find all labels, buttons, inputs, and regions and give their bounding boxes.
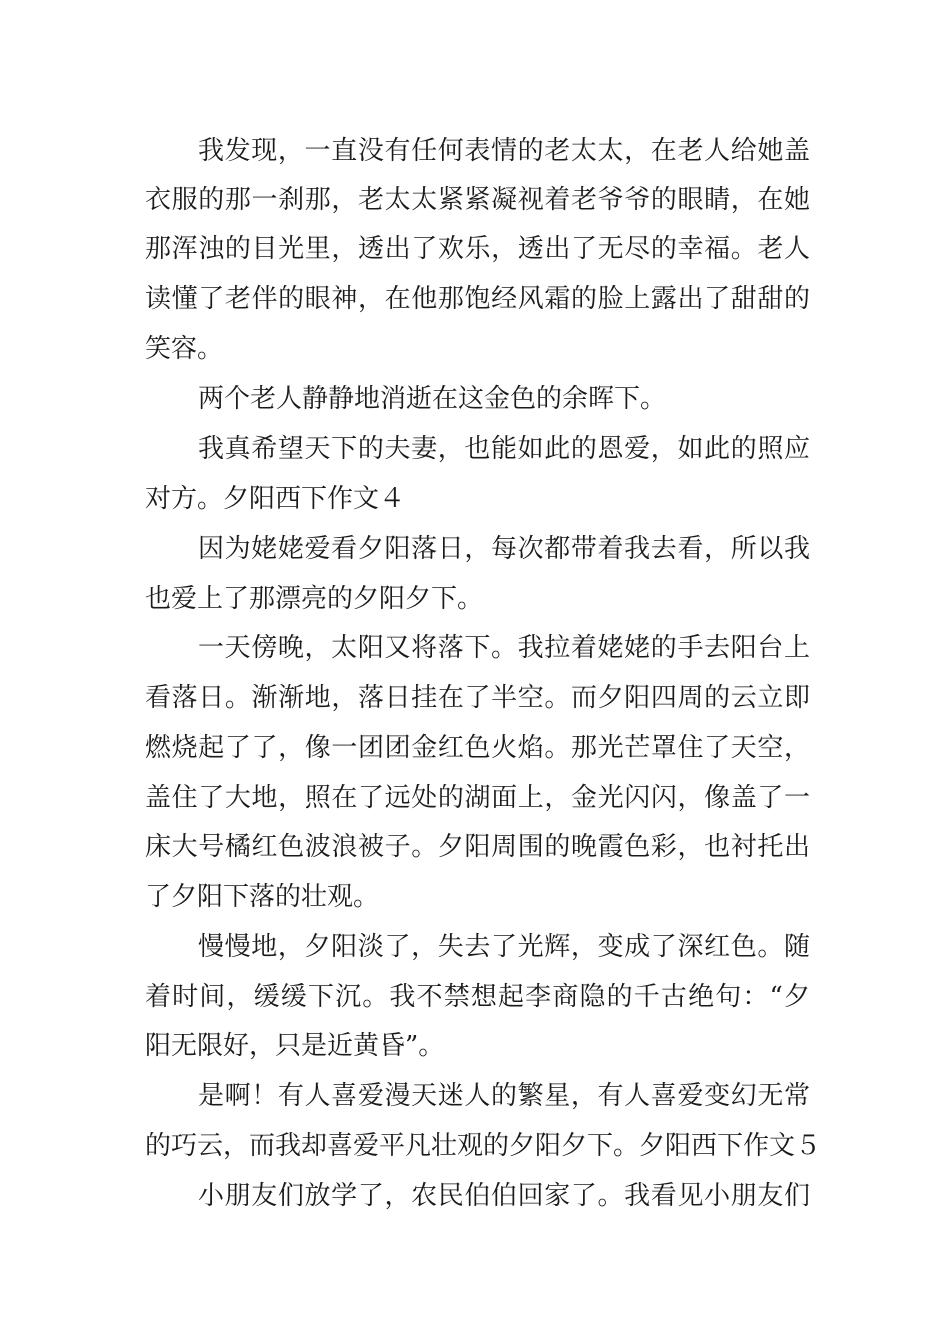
text-line: 燃烧起了了，像一团团金红色火焰。那光芒罩住了天空， (145, 733, 810, 763)
text-line: 也爱上了那漂亮的夕阳夕下。 (145, 584, 484, 614)
text-line: 是啊！有人喜爱漫天迷人的繁星，有人喜爱变幻无常 (198, 1081, 810, 1111)
text-line: 着时间，缓缓下沉。我不禁想起李商隐的千古绝句：“夕 (145, 982, 810, 1012)
text-line: 那浑浊的目光里，透出了欢乐，透出了无尽的幸福。老人 (145, 234, 810, 264)
text-line: 我真希望天下的夫妻，也能如此的恩爱，如此的照应 (198, 434, 810, 464)
text-line: 对方。夕阳西下作文４ (145, 484, 406, 514)
text-line: 我发现，一直没有任何表情的老太太，在老人给她盖 (198, 136, 810, 166)
text-line: 笑容。 (145, 334, 224, 364)
text-line: 了夕阳下落的壮观。 (145, 882, 380, 912)
text-line: 小朋友们放学了，农民伯伯回家了。我看见小朋友们 (198, 1181, 810, 1211)
text-line: 床大号橘红色波浪被子。夕阳周围的晚霞色彩，也衬托出 (145, 832, 810, 862)
text-line: 因为姥姥爱看夕阳落日，每次都带着我去看，所以我 (198, 534, 810, 564)
text-line: 的巧云，而我却喜爱平凡壮观的夕阳夕下。夕阳西下作文５ (145, 1131, 822, 1161)
text-line: 一天傍晚，太阳又将落下。我拉着姥姥的手去阳台上 (198, 633, 810, 663)
text-line: 盖住了大地，照在了远处的湖面上，金光闪闪，像盖了一 (145, 783, 810, 813)
text-line: 阳无限好，只是近黄昏”。 (145, 1031, 445, 1061)
text-line: 衣服的那一刹那，老太太紧紧凝视着老爷爷的眼睛，在她 (145, 185, 810, 215)
text-line: 看落日。渐渐地，落日挂在了半空。而夕阳四周的云立即 (145, 683, 810, 713)
text-line: 慢慢地，夕阳淡了，失去了光辉，变成了深红色。随 (198, 932, 810, 962)
text-line: 两个老人静静地消逝在这金色的余晖下。 (198, 384, 667, 414)
text-line: 读懂了老伴的眼神，在他那饱经风霜的脸上露出了甜甜的 (145, 284, 810, 314)
